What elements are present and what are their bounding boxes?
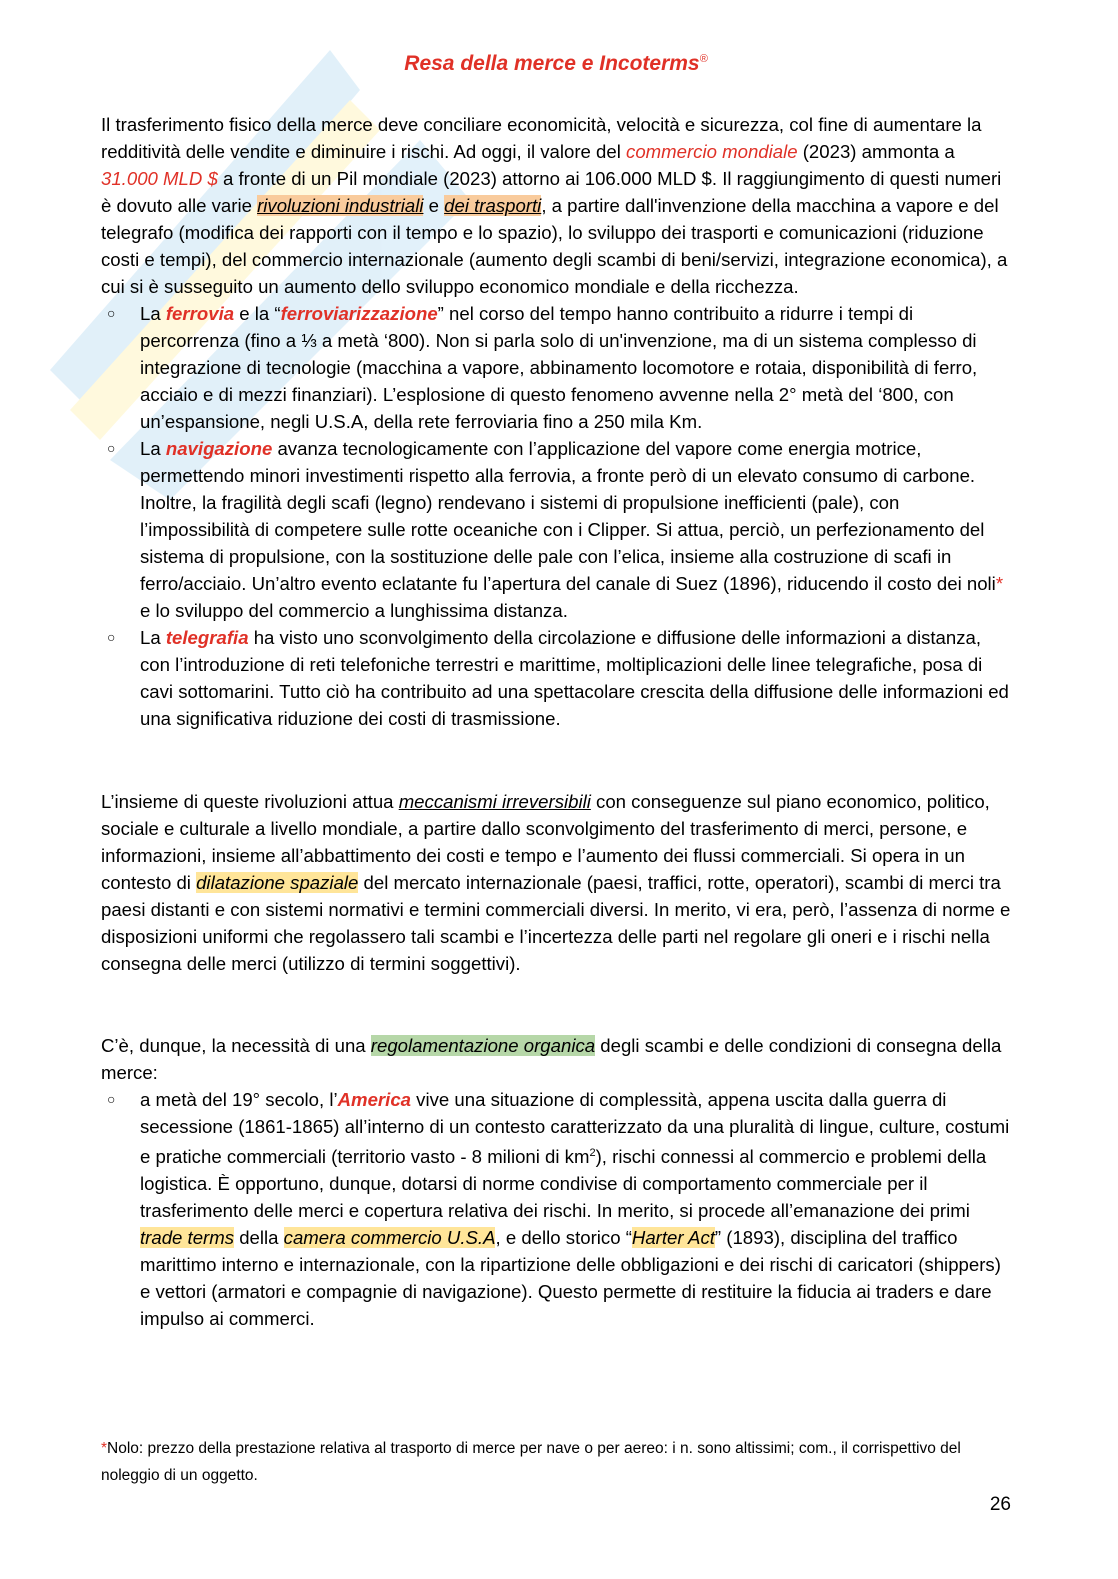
revolutions-list (101, 300, 1011, 732)
regulation-list (101, 1086, 1011, 1332)
page-title: Resa della merce e Incoterms® (404, 52, 708, 75)
regulation-paragraph: C’è, dunque, la necessità di una regolamentazione organica degli scambi e delle condizioni di consegna della merce: (101, 1035, 1002, 1083)
mechanisms-paragraph: L’insieme di queste rivoluzioni attua meccanismi irreversibili con conseguenze sul piano economico, politico, sociale e culturale a livello mondiale, a partire dallo sconvolgimento del trasferimento di merci, persone, e informazioni, insieme all’abbattimento dei costi e tempo e l’aumento dei flussi commerciali. Si opera in un contesto di dilatazione spaziale del mercato internazionale (paesi, traffici, rotte, operatori), scambi di merci tra paesi distanti e con sistemi normativi e termini commerciali diversi. In merito, vi era, però, l’assenza di norme e disposizioni uniformi che regolassero tali scambi e l’incertezza delle parti nel regolare gli oneri e i rischi nella consegna delle merci (utilizzo di termini soggettivi). (101, 791, 1011, 974)
section-mechanisms (101, 788, 1011, 977)
list-item-america: ○ a metà del 19° secolo, l’America vive una situazione di complessità, appena uscita dalla guerra di secessione (1861-1865) all’interno di un contesto caratterizzato da una pluralità di lingue, culture, costumi e pratiche commerciali (territorio vasto - 8 milioni di $km^2$), rischi connessi al commercio e problemi della logistica. È opportuno, dunque, dotarsi di norme condivise di comportamento commerciale per il trasferimento delle merci e copertura relativa dei rischi. In merito, si procede all’emanazione dei primi trade terms della camera commercio U.S.A, e dello storico “Harter Act” (1893), disciplina del traffico marittimo interno e internazionale, con la ripartizione delle obbligazioni e dei rischi di caricatori (shippers) e vettori (armatori e compagnie di navigazione). Questo permette di restituire la fiducia ai traders e dare impulso ai commerci. (107, 1089, 1010, 1330)
section-intro (101, 111, 1011, 732)
section-regulation (101, 1032, 1011, 1332)
list-item-navigazione: ○ La navigazione avanza tecnologicamente con l’applicazione del vapore come energia motrice, permettendo minori investimenti rispetto alla ferrovia, a fronte però di un elevato consumo di carbone. Inoltre, la fragilità degli scafi (legno) rendevano i sistemi di propulsione inefficienti (pale), con l’impossibilità di competere sulle rotte oceaniche con i Clipper. Si attua, perciò, un perfezionamento del sistema di propulsione, con la sostituzione delle pale con l’elica, insieme alla costruzione di scafi in ferro/acciaio. Un’altro evento eclatante fu l’apertura del canale di Suez (1896), riducendo il costo dei noli* e lo sviluppo del commercio a lunghissima distanza. (107, 438, 1004, 621)
page-number: 26 (989, 1494, 1011, 1515)
list-item-ferrovia: ○ La ferrovia e la “ferroviarizzazione” nel corso del tempo hanno contribuito a ridurre i tempi di percorrenza (fino a ⅓ a metà ‘800). Non si parla solo di un'invenzione, ma di un sistema complesso di integrazione di tecnologie (macchina a vapore, abbinamento locomotore e rotaia, disponibilità di ferro, acciaio e di mezzi finanziari). L’esplosione di questo fenomeno avvenne nella 2° metà del ‘800, con un’espansione, negli U.S.A, della rete ferroviaria fino a 250 mila Km. (107, 303, 978, 432)
intro-paragraph: Il trasferimento fisico della merce deve conciliare economicità, velocità e sicurezza, col fine di aumentare la redditività delle vendite e diminuire i rischi. Ad oggi, il valore del commercio mondiale (2023) ammonta a 31.000 MLD $ a fronte di un Pil mondiale (2023) attorno ai 106.000 MLD $. Il raggiungimento di questi numeri è dovuto alle varie rivoluzioni industriali e dei trasporti, a partire dall'invenzione della macchina a vapore e del telegrafo (modifica dei rapporti con il tempo e lo spazio), lo sviluppo dei trasporti e comunicazioni (riduzione costi e tempi), del commercio internazionale (aumento degli scambi di beni/servizi, integrazione economica), a cui si è susseguito un aumento dello sviluppo economico mondiale e della ricchezza. (101, 114, 1008, 297)
list-item-telegrafia: ○ La telegrafia ha visto uno sconvolgimento della circolazione e diffusione delle informazioni a distanza, con l’introduzione di reti telefoniche terrestri e marittime, moltiplicazioni delle linee telegrafiche, posa di cavi sottomarini. Tutto ciò ha contribuito ad una spettacolare crescita della diffusione delle informazioni ed una significativa riduzione dei costi di trasmissione. (107, 627, 1009, 729)
footnote: *Nolo: prezzo della prestazione relativa al trasporto di merce per nave o per aereo: i n. sono altissimi; com., il corrispettivo del noleggio di un oggetto. (101, 1440, 961, 1484)
